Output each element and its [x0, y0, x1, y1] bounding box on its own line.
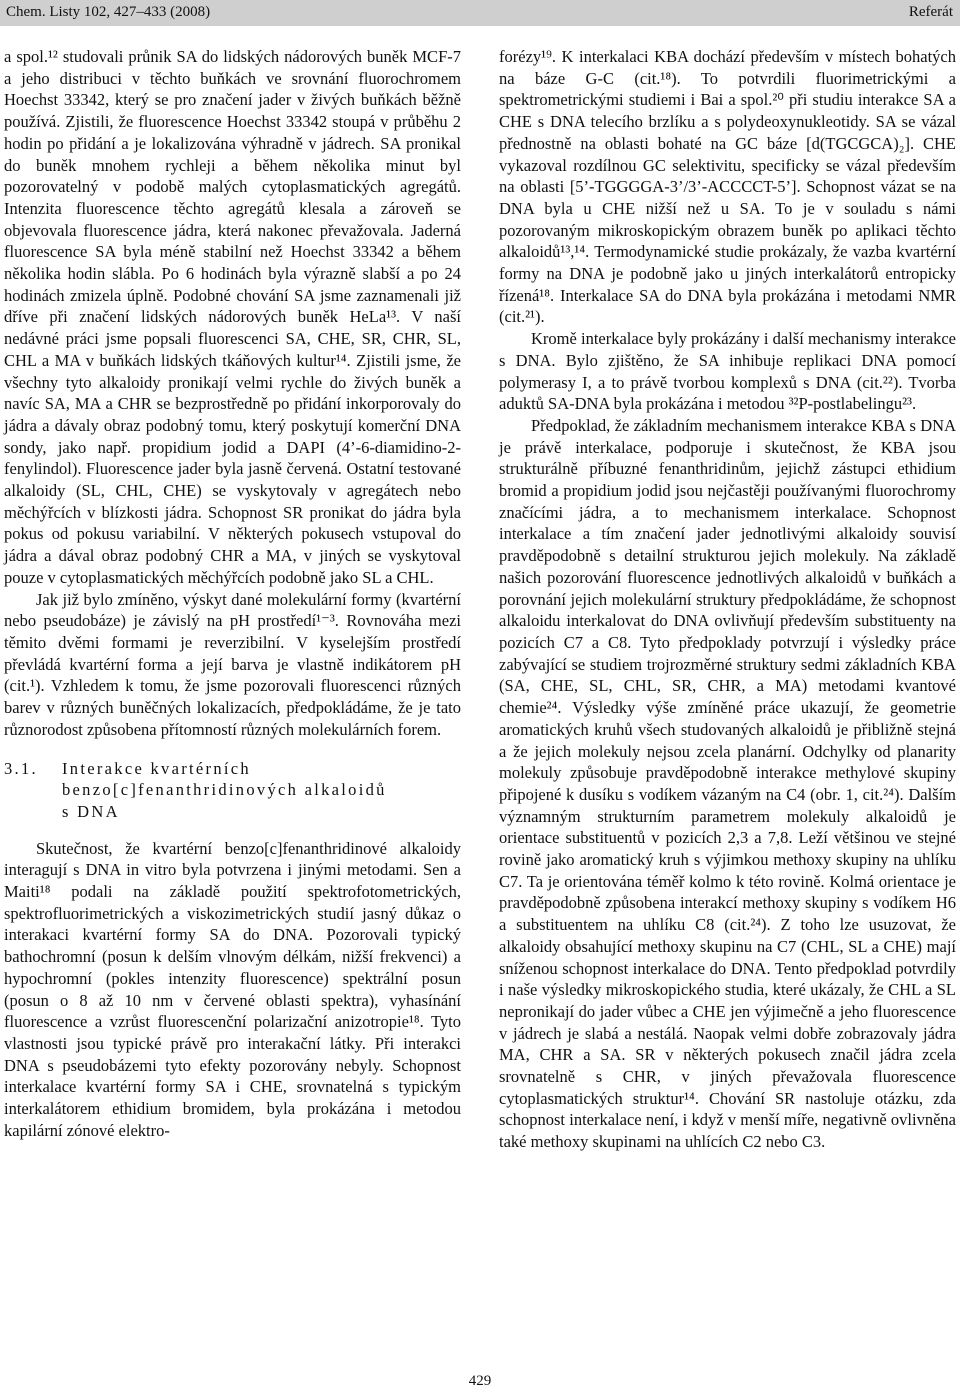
section-title-line: Interakce kvartérních [62, 758, 251, 778]
section-label: Referát [908, 4, 953, 20]
paragraph: Skutečnost, že kvartérní benzo[c]fenanthridinové alkaloidy interagují s DNA in vitro byla potvrzena i jinými metodami. Sen a Maiti¹⁸ podali na základě použití spektrofotometrických, spektrofluorimetrických a viskozimetrických studií jasný důkaz o interakaci kvartérní formy SA do DNA. Pozorovali typický bathochromní (posun k delším vlnovým délkám, nižší frekvenci) a hypochromní (pokles intenzity fluorescence) spektrální posun (posun o 8 až 10 nm v červené oblasti spektra), vyhasínání fluorescence a vzrůst fluorescenční polarizační anizotropie¹⁸. Tyto vlastnosti jsou typické právě pro interakační látky. Při interakci DNA s pseudobázemi tyto efekty pozorovány nebyly. Schopnost interkalace kvartérní formy SA i CHE, srovnatelná s typickým interkalátorem ethidium bromidem, byla prokázána i metodou kapilární zónové elektro- [4, 838, 461, 1140]
section-title-line: s DNA [62, 801, 120, 821]
journal-citation: Chem. Listy 102, 427–433 (2008) [6, 4, 211, 20]
paragraph: Kromě interkalace byly prokázány i další mechanismy interakce s DNA. Bylo zjištěno, že SA inhibuje replikaci DNA pomocí polymerasy I, a to právě tvorbou komplexů s DNA (cit.²²). Tvorba aduktů SA-DNA byla prokázána i metodou ³²P-postlabelingu²³. [499, 329, 956, 414]
right-column [499, 46, 956, 1153]
paragraph: forézy¹⁹. K interkalaci KBA dochází především v místech bohatých na báze G-C (cit.¹⁸). To potvrdili fluorimetrickými a spektrometrickými studiemi i Bai a spol.²⁰ při studiu interakce SA a CHE s DNA telecího brzlíku a s polydeoxynukleotidy. SA se vázal přednostně na oblasti bohaté na GC báze [d(TGCGCA)₂]. CHE vykazoval rozdílnou GC selektivitu, specificky se vázal především na oblasti [5’-TGGGGA-3’/3’-ACCCCT-5’]. Schopnost vázat se na DNA byla u CHE nižší než u SA. To je v souladu s námi pozorovaným mikroskopickým obrazem buněk po aplikaci těchto alkaloidů¹³,¹⁴. Termodynamické studie prokázaly, že vazba kvartérní formy na DNA je podobně jako u jiných interkalátorů entropicky řízená¹⁸. Interkalace SA do DNA byla prokázána i metodami NMR (cit.²¹). [499, 47, 956, 327]
paragraph: a spol.¹² studovali průnik SA do lidských nádorových buněk MCF-7 a jeho distribuci v těchto buňkách ve srovnání fluorochromem Hoechst 33342, který se pro značení jader v živých buňkách běžně používá. Zjistili, že fluorescence Hoechst 33342 stoupá v průběhu 2 hodin po přidání a je lokalizována výhradně v jádrech. SA pronikal do buněk mnohem rychleji a během několika minut byl pozorovatelný v podobě malých cytoplasmatických agregátů. Intenzita fluorescence těchto agregátů klesala a zároveň se objevovala fluorescence jádra, která nakonec převažovala. Jaderná fluorescence SA byla méně stabilní než Hoechst 33342 a během několika hodin slábla. Po 6 hodinách byla výrazně slabší a po 24 hodinách zmizela úplně. Podobné chování SA jsme zaznamenali již dříve při značení lidských nádorových buněk HeLa¹³. V naší nedávné práci jsme popsali fluorescenci SA, CHE, SR, CHR, SL, CHL a MA v buňkách lidských tkáňových kultur¹⁴. Zjistili jsme, že všechny tyto alkaloidy pronikají velmi rychle do živých buněk a navíc SA, MA a CHR se bezprostředně po přidání inkorporovaly do jádra a dávaly obraz podobný tomu, který poskytují komerční DNA sondy, jako např. propidium jodid a DAPI (4’-6-diamidino-2-fenylindol). Fluorescence jader byla jasně červená. Ostatní testované alkaloidy (SL, CHL, CHE) se vyskytovaly v agregátech nebo měchýřcích v blízkosti jádra. Schopnost SR pronikat do jádra byla pokus od pokusu variabilní. V některých pokusech vstupoval do jádra a dával obraz podobný CHR a MA, v jiných se vyskytoval pouze v cytoplasmatických měchýřcích podobně jako SL a CHL. [4, 47, 461, 587]
section-heading [4, 758, 461, 823]
paragraph: Jak již bylo zmíněno, výskyt dané molekulární formy (kvartérní nebo pseudobáze) je závislý na pH prostředí¹⁻³. Rovnováha mezi těmito dvěmi formami je reverzibilní. V kyselejším prostředí převládá kvartérní forma a její barva je vlastně indikátorem pH (cit.¹). Vzhledem k tomu, že jsme pozorovali fluorescenci různých barev v různých buněčných lokalizacích, předpokládáme, že je tato různorodost způsobena přítomností různých molekulárních forem. [4, 589, 461, 739]
page-header [0, 0, 960, 26]
section-title-line: benzo[c]fenanthridinových alkaloidů [62, 780, 387, 800]
left-column [4, 46, 461, 1141]
page-number: 429 [468, 1373, 492, 1389]
section-number: 3.1. [4, 758, 38, 778]
paragraph: Předpoklad, že základním mechanismem interakce KBA s DNA je právě interkalace, podporuje i skutečnost, že KBA jsou strukturálně příbuzné fenanthridinům, jejichž zástupci ethidium bromid a propidium jodid jsou nejčastěji používanými fluorochromy značícími jádra, a to mechanismem interkalace. Schopnost interkalace a tím značení jader jednotlivými alkaloidy souvisí pravděpodobně s detailní strukturou jejich molekuly. Na základě našich pozorování fluorescence jednotlivých alkaloidů v buňkách a porovnání jejich molekulární struktury předpokládáme, že schopnost alkaloidu interkalovat do DNA ovlivňují především substituenty na pozicích C7 a C8. Tyto předpoklady potvrzují i výsledky práce zabývající se studiem trojrozměrné struktury sedmi základních KBA (SA, CHE, SL, CHL, SR, CHR, a MA) metodami kvantové chemie²⁴. Výsledky výše zmíněné práce ukazují, že geometrie aromatických kruhů všech studovaných alkaloidů je přibližně stejná a že jejich molekuly nejsou zcela planární. Odchylky od planarity molekuly způsobuje pravděpodobně interakce methylové skupiny připojené k dusíku s vodíkem vázaným na C4 (obr. 1, cit.²⁴). Dalším významným strukturním parametrem molekuly alkaloidů je orientace substituentů v pozicích 2,3 a 7,8. Leží většinou ve stejné rovině jako aromatický kruh s výjimkou methoxy skupiny na uhlíku C7. Ta je orientována téměř kolmo k této rovině. Kolmá orientace je pravděpodobně způsobena interakcí methoxy skupiny s vodíkem H6 a substituentem na uhlíku C8 (cit.²⁴). Z toho lze usuzovat, že alkaloidy obsahující methoxy skupinu na C7 (CHL, SL a CHE) mají sníženou schopnost interkalace do DNA. Tento předpoklad potvrdily i naše výsledky mikroskopického studia, které ukázaly, že CHL a SL nepronikají do jader vůbec a CHE jen výjimečně a jeho fluorescence v jádrech je slabá a nestálá. Naopak velmi dobře zobrazovaly jádra MA, CHR a SA. SR v některých pokusech značil jádra zcela srovnatelně s CHR, v jiných převažovala fluorescence cytoplasmatických struktur¹⁴. Chování SR nastoluje otázku, zda schopnost interkalace není, i když v menší míře, negativně ovlivněna také methoxy skupinami na uhlících C2 nebo C3. [499, 415, 956, 1152]
